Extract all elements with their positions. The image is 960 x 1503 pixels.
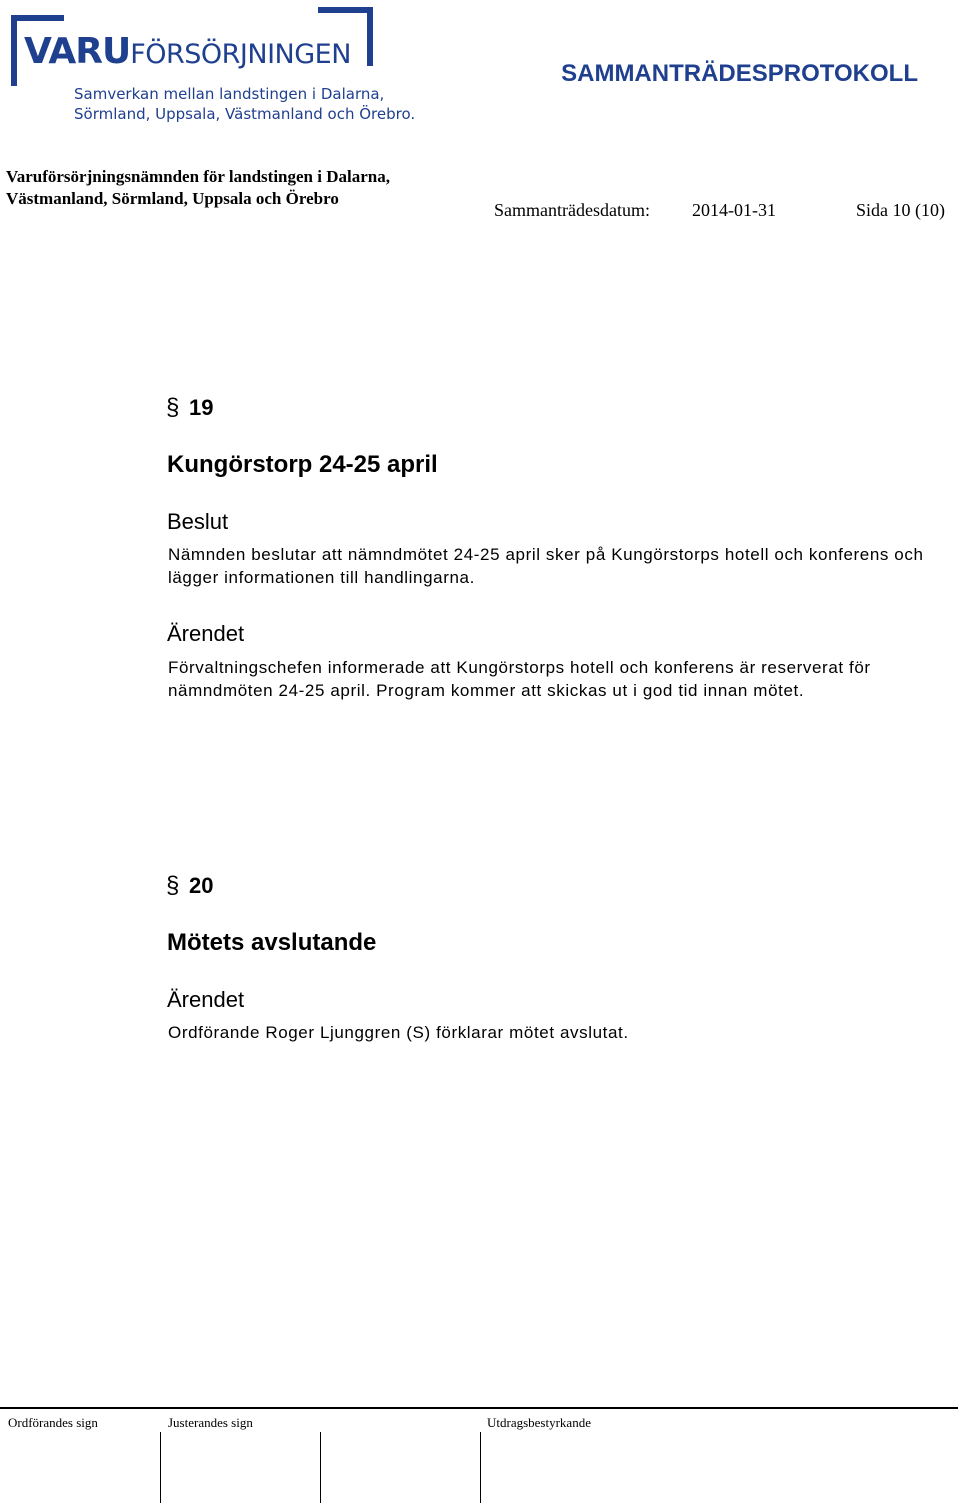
signature-field-divider: [480, 1432, 481, 1503]
section-19-symbol: §: [166, 394, 180, 421]
section-20-symbol: §: [166, 872, 180, 899]
adjuster-sign-label: Justerandes sign: [168, 1415, 253, 1430]
logo-wordmark: [24, 32, 351, 79]
logo-tagline-line1: Samverkan mellan landstingen i Dalarna,: [74, 85, 385, 103]
signature-field-divider: [320, 1432, 321, 1503]
section-20-title: Mötets avslutande: [167, 929, 377, 956]
section-19-decision-text: Nämnden beslutar att nämndmötet 24-25 april sker på Kungörstorps hotell och konferens och lägger informationen till handlingarna.: [168, 545, 924, 587]
signature-field-divider: [160, 1432, 161, 1503]
organization-name-line2: Västmanland, Sörmland, Uppsala och Örebro: [6, 189, 339, 208]
chair-sign-label: Ordförandes sign: [8, 1415, 98, 1430]
section-19-number: 19: [189, 395, 214, 420]
section-20-matter-text: Ordförande Roger Ljunggren (S) förklarar mötet avslutat.: [168, 1023, 629, 1042]
section-19-matter-heading: Ärendet: [167, 621, 245, 646]
logo-wordmark-suffix: FÖRSÖRJNINGEN: [130, 39, 351, 70]
section-19-matter-text: Förvaltningschefen informerade att Kungörstorps hotell och konferens är reserverat för nämndmöten 24-25 april. Program kommer att skickas ut i god tid innan mötet.: [168, 658, 871, 700]
section-19-decision-heading: Beslut: [167, 509, 229, 534]
organization-logo: [6, 4, 416, 124]
section-20-number: 20: [189, 873, 214, 898]
organization-name: [6, 166, 390, 210]
logo-tagline-line2: Sörmland, Uppsala, Västmanland och Örebro.: [74, 105, 416, 123]
document-title: SAMMANTRÄDESPROTOKOLL: [561, 60, 918, 87]
logo-wordmark-prefix: VARU: [24, 31, 131, 72]
footer-divider: [0, 1407, 958, 1409]
section-20-matter-heading: Ärendet: [167, 987, 245, 1012]
organization-name-line1: Varuförsörjningsnämnden för landstingen i Dalarna,: [6, 167, 390, 186]
section-19-title: Kungörstorp 24-25 april: [167, 451, 438, 478]
meeting-date-value: 2014-01-31: [692, 200, 776, 220]
meeting-date-label: Sammanträdesdatum:: [494, 200, 650, 220]
page-number: Sida 10 (10): [856, 200, 945, 220]
extract-certification-label: Utdragsbestyrkande: [487, 1415, 591, 1430]
